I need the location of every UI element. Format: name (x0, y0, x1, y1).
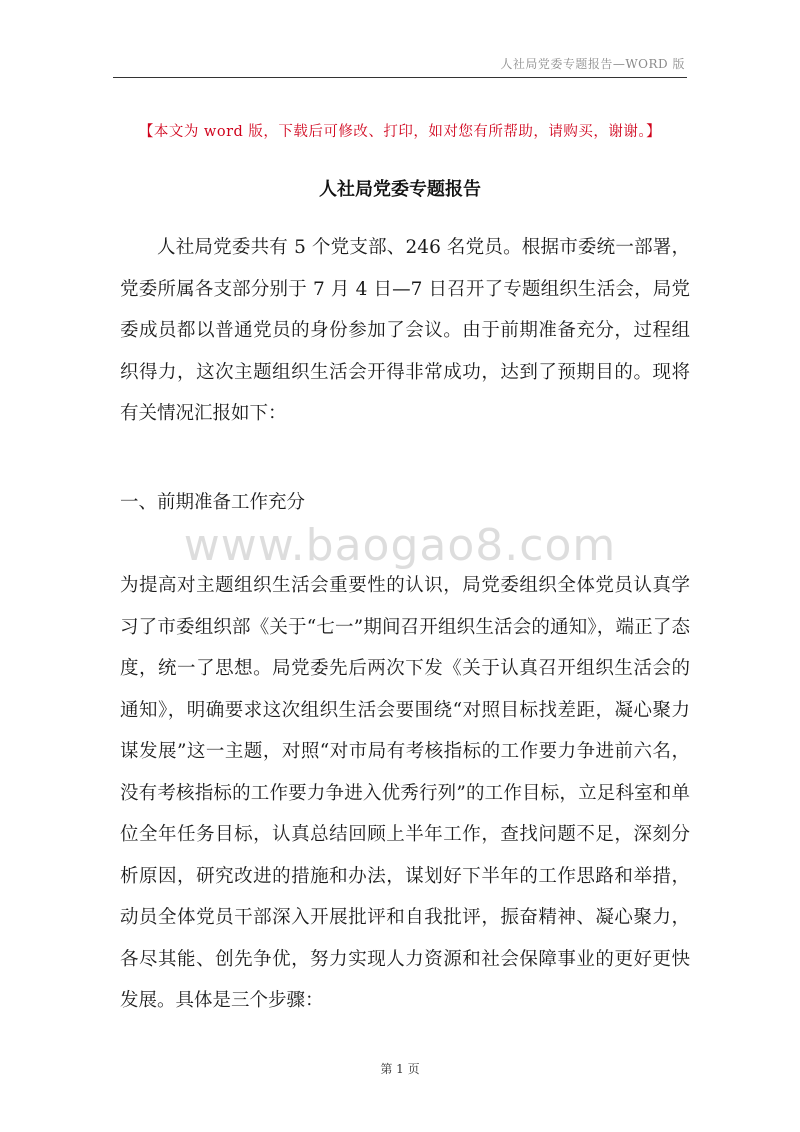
document-title: 人社局党委专题报告 (319, 179, 481, 200)
body-paragraph: 为提高对主题组织生活会重要性的认识，局党委组织全体党员认真学习了市委组织部《关于“七一”期间召开组织生活会的通知》，端正了态度，统一了思想。局党委先后两次下发《关于认真召开组织生活会的通知》，明确要求这次组织生活会要围绕“对照目标找差距，凝心聚力谋发展”这一主题，对照“对市局有考核指标的工作要力争进前六名，没有考核指标的工作要力争进入优秀行列”的工作目标，立足科室和单位全年任务目标，认真总结回顾上半年工作，查找问题不足，深刻分析原因，研究改进的措施和办法，谋划好下半年的工作思路和举措，动员全体党员干部深入开展批评和自我批评，振奋精神、凝心聚力，各尽其能、创先争优，努力实现人力资源和社会保障事业的更好更快发展。具体是三个步骤： (120, 575, 690, 1011)
intro-paragraph: 人社局党委共有 5 个党支部、246 名党员。根据市委统一部署，党委所属各支部分别于 7 月 4 日—7 日召开了专题组织生活会，局党委成员都以普通党员的身份参加了会议。由于前期准备充分，过程组织得力，这次主题组织生活会开得非常成功，达到了预期目的。现将有关情况汇报如下： (120, 237, 690, 424)
purchase-notice: 【本文为 word 版，下载后可修改、打印，如对您有所帮助，请购买，谢谢。】 (138, 124, 662, 140)
watermark: www.baogao8.com (183, 520, 617, 571)
header-divider (113, 77, 687, 78)
page-number: 第 1 页 (380, 1062, 420, 1076)
running-header: 人社局党委专题报告—WORD 版 (500, 57, 685, 71)
section-heading: 一、前期准备工作充分 (120, 492, 306, 513)
